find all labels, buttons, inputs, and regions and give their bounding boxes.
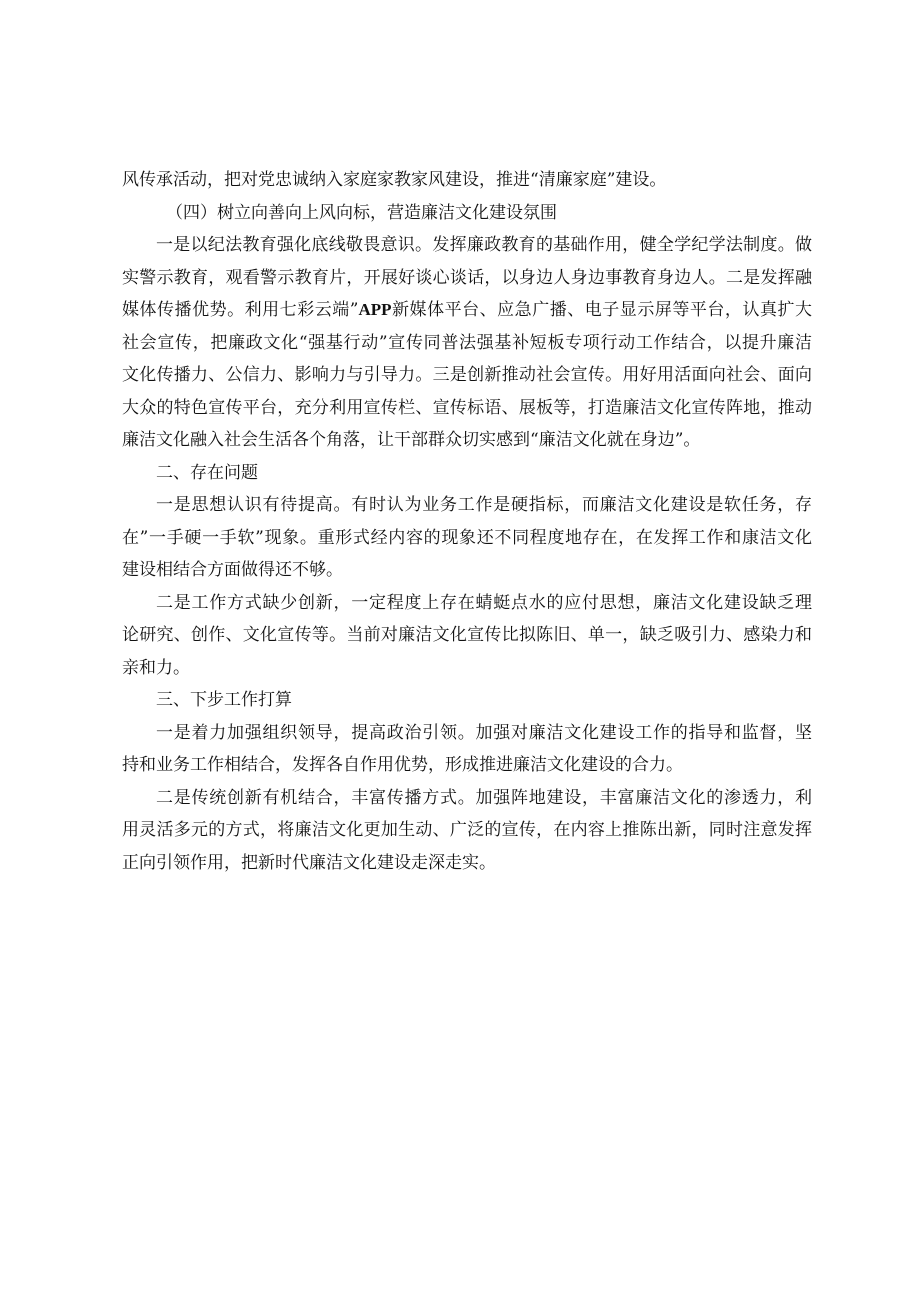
text-line: 一是思想认识有待提高。有时认为业务工作是硬指标，而廉洁文化建设是软任务，存 — [156, 495, 812, 515]
text-line: 在”一手硬一手软”现象。重形式经内容的现象还不同程度地存在，在发挥工作和康洁文化 — [122, 527, 812, 548]
text-line: 风传承活动，把对党忠诚纳入家庭家教家风建设，推进“清廉家庭”建设。 — [122, 170, 667, 190]
text-line: 建设相结合方面做得还不够。 — [122, 560, 343, 580]
text-line: 廉洁文化融入社会生活各个角落，让干部群众切实感到“廉洁文化就在身边”。 — [122, 430, 701, 450]
paragraph-family-style — [122, 164, 812, 197]
paragraph-discipline-education — [122, 229, 812, 457]
paragraph-awareness — [122, 489, 812, 587]
text-line: 一是着力加强组织领导，提高政治引领。加强对廉洁文化建设工作的指导和监督，坚 — [156, 722, 812, 743]
text-line: 亲和力。 — [122, 657, 190, 678]
text-line: 持和业务工作相结合，发挥各自作用优势，形成推进廉洁文化建设的合力。 — [122, 755, 683, 775]
text-line: 大众的特色宣传平台，充分利用宣传栏、宣传标语、展板等，打造廉洁文化宣传阵地，推动 — [122, 397, 812, 418]
text-line: 正向引领作用，把新时代廉洁文化建设走深走实。 — [122, 852, 496, 873]
paragraph-innovation — [122, 587, 812, 685]
text-line: 用灵活多元的方式，将廉洁文化更加生动、广泛的宣传，在内容上推陈出新，同时注意发挥 — [122, 820, 812, 840]
text-line: 实警示教育，观看警示教育片，开展好谈心谈话，以身边人身边事教育身边人。二是发挥融 — [122, 267, 812, 288]
text-line: 二是工作方式缺少创新，一定程度上存在蜻蜓点水的应付思想，廉洁文化建设缺乏理 — [156, 592, 812, 613]
text-line: 论研究、创作、文化宣传等。当前对廉洁文化宣传比拟陈旧、单一，缺乏吸引力、感染力和 — [122, 625, 812, 645]
text-run: 新媒体平台、应急广播、电子显示屏等平台，认真扩大 — [391, 300, 812, 320]
section-heading-4 — [122, 197, 812, 230]
paragraph-communication — [122, 782, 812, 880]
text-line: 三、下步工作打算 — [156, 690, 292, 710]
text-line: 文化传播力、公信力、影响力与引导力。三是创新推动社会宣传。用好用活面向社会、面向 — [122, 365, 812, 385]
text-line: 社会宣传，把廉政文化“强基行动”宣传同普法强基补短板专项行动工作结合，以提升廉洁 — [122, 332, 812, 353]
document-page — [122, 164, 812, 879]
text-line: （四）树立向善向上风向标，营造廉洁文化建设氛围 — [166, 202, 557, 223]
paragraph-leadership — [122, 717, 812, 782]
text-line: 二、存在问题 — [156, 462, 258, 483]
text-run: 媒体传播优势。利用七彩云端” — [122, 300, 359, 320]
text-line: 一是以纪法教育强化底线敬畏意识。发挥廉政教育的基础作用，健全学纪学法制度。做 — [156, 235, 812, 255]
section-heading-problems — [122, 457, 812, 490]
app-bold-text: APP — [358, 300, 392, 319]
text-line: 二是传统创新有机结合，丰富传播方式。加强阵地建设，丰富廉洁文化的渗透力，利 — [156, 787, 812, 808]
text-line — [122, 294, 812, 327]
section-heading-next-steps — [122, 684, 812, 717]
